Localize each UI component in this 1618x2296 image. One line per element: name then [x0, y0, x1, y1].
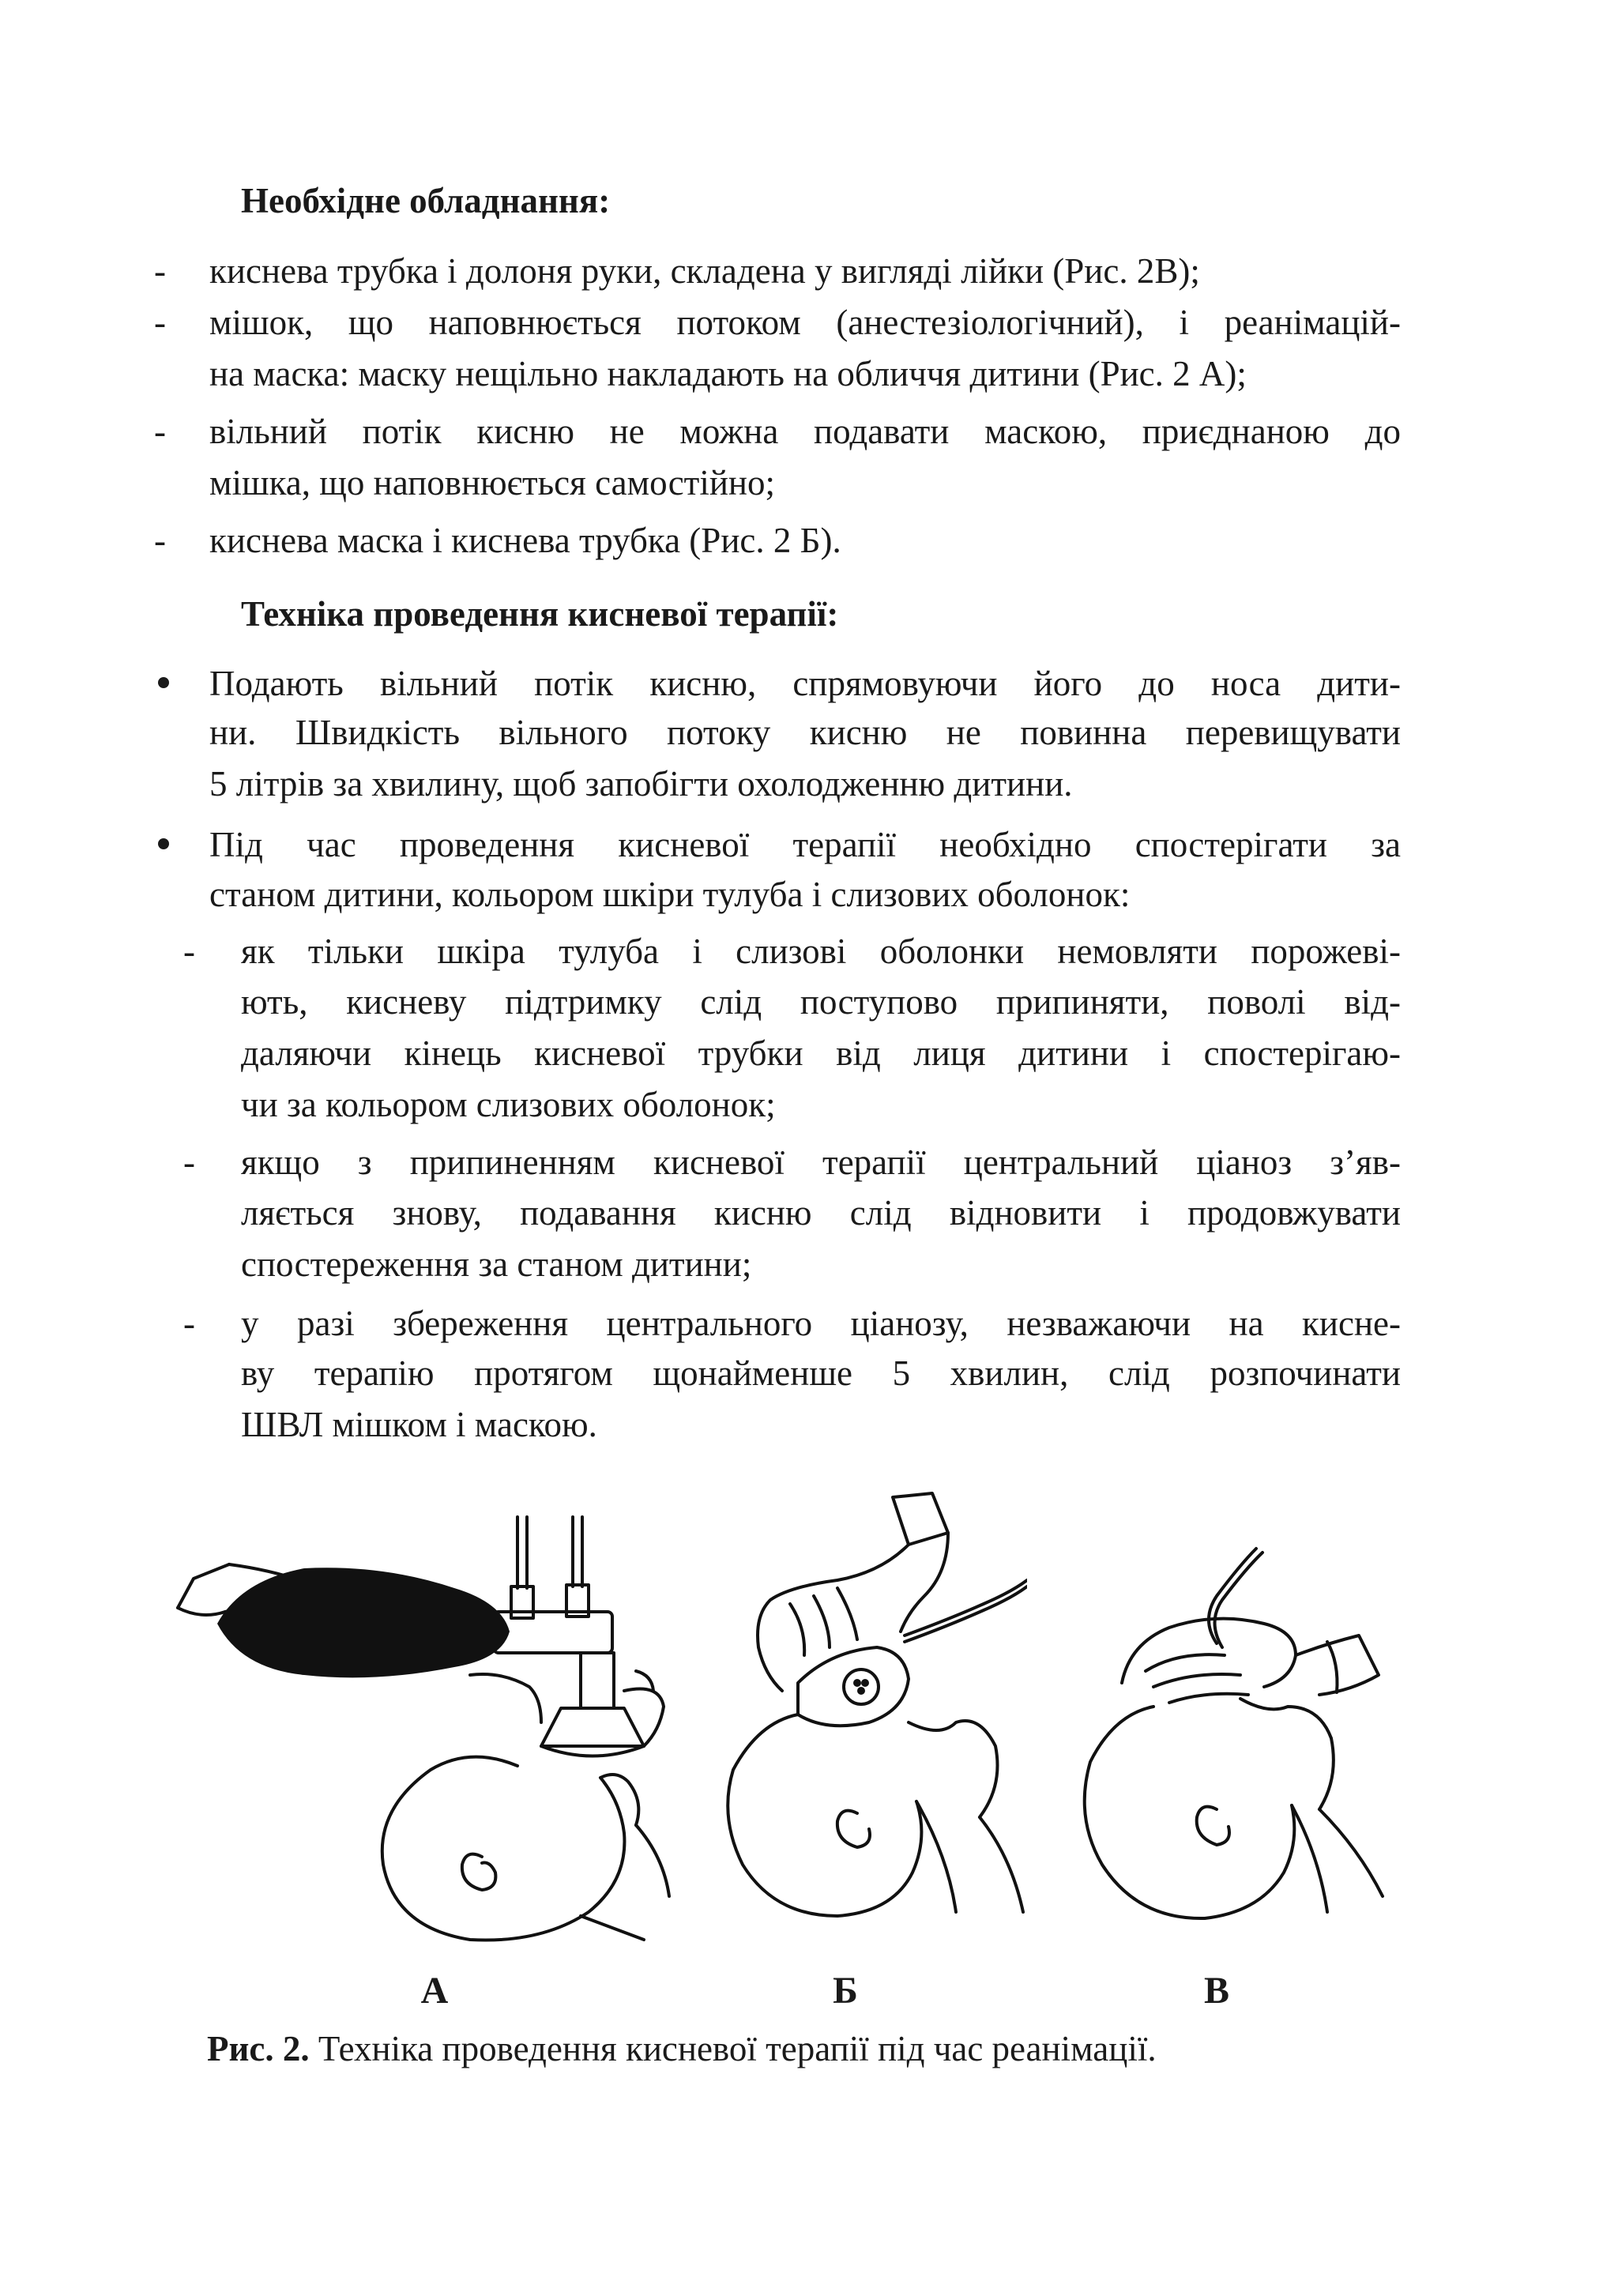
figure-panel-b-illustration [711, 1485, 1027, 1944]
figure-caption-number: Рис. 2. [207, 2029, 310, 2068]
list-marker: - [154, 521, 166, 560]
sublist-line: у разі збереження центрального ціанозу, незважаючи на кисне- [241, 1304, 1401, 1343]
figure-panel-label-b: Б [833, 1970, 858, 2012]
figure-panel-v-illustration [1059, 1485, 1390, 1944]
list-item-line: киснева маска і киснева трубка (Рис. 2 Б). [209, 521, 841, 560]
bullet-line: Під час проведення кисневої терапії необхідно спостерігати за [209, 825, 1401, 864]
sublist-line: ШВЛ мішком і маскою. [241, 1405, 597, 1444]
list-item-line: мішка, що наповнюється самостійно; [209, 463, 776, 502]
sublist-marker: - [183, 1142, 195, 1182]
figure-panel-label-v: В [1203, 1970, 1229, 2012]
sublist-line: ють, кисневу підтримку слід поступово припиняти, поволі від- [241, 982, 1401, 1022]
sublist-line: ляється знову, подавання кисню слід відновити і продовжувати [241, 1193, 1401, 1233]
sublist-line: спостереження за станом дитини; [241, 1244, 752, 1284]
section-heading-technique: Техніка проведення кисневої терапії: [241, 594, 839, 634]
list-marker: - [154, 412, 166, 451]
sublist-line: якщо з припиненням кисневої терапії центральний ціаноз з’яв- [241, 1142, 1401, 1182]
list-item-line: мішок, що наповнюється потоком (анестезіологічний), і реанімацій- [209, 303, 1401, 342]
list-marker: - [154, 303, 166, 342]
list-marker: - [154, 251, 166, 291]
bullet-line: 5 літрів за хвилину, щоб запобігти охолодженню дитини. [209, 764, 1073, 804]
section-heading-equipment: Необхідне обладнання: [241, 181, 611, 220]
list-item-line: на маска: маску нещільно накладають на обличчя дитини (Рис. 2 А); [209, 354, 1247, 393]
sublist-marker: - [183, 932, 195, 971]
bullet-dot [158, 677, 169, 688]
bullet-line: станом дитини, кольором шкіри тулуба і слизових оболонок: [209, 875, 1131, 914]
bullet-line: ни. Швидкість вільного потоку кисню не повинна перевищувати [209, 713, 1401, 752]
sublist-line: даляючи кінець кисневої трубки від лиця дитини і спостерігаю- [241, 1033, 1401, 1073]
figure-caption [207, 2024, 1157, 2073]
sublist-marker: - [183, 1304, 195, 1343]
bullet-dot [158, 838, 169, 849]
sublist-line: як тільки шкіра тулуба і слизові оболонки немовляти порожеві- [241, 932, 1401, 971]
bullet-line: Подають вільний потік кисню, спрямовуючи його до носа дити- [209, 664, 1401, 703]
sublist-line: чи за кольором слизових оболонок; [241, 1085, 776, 1124]
list-item-line: вільний потік кисню не можна подавати маскою, приєднаною до [209, 412, 1401, 451]
figure-panel-a-illustration [170, 1485, 675, 1944]
figure-panel-label-a: А [420, 1970, 449, 2012]
sublist-line: ву терапію протягом щонайменше 5 хвилин, слід розпочинати [241, 1353, 1401, 1393]
list-item-line: киснева трубка і долоня руки, складена у вигляді лійки (Рис. 2В); [209, 251, 1200, 291]
figure-caption-text: Техніка проведення кисневої терапії під час реанімації. [309, 2029, 1157, 2068]
